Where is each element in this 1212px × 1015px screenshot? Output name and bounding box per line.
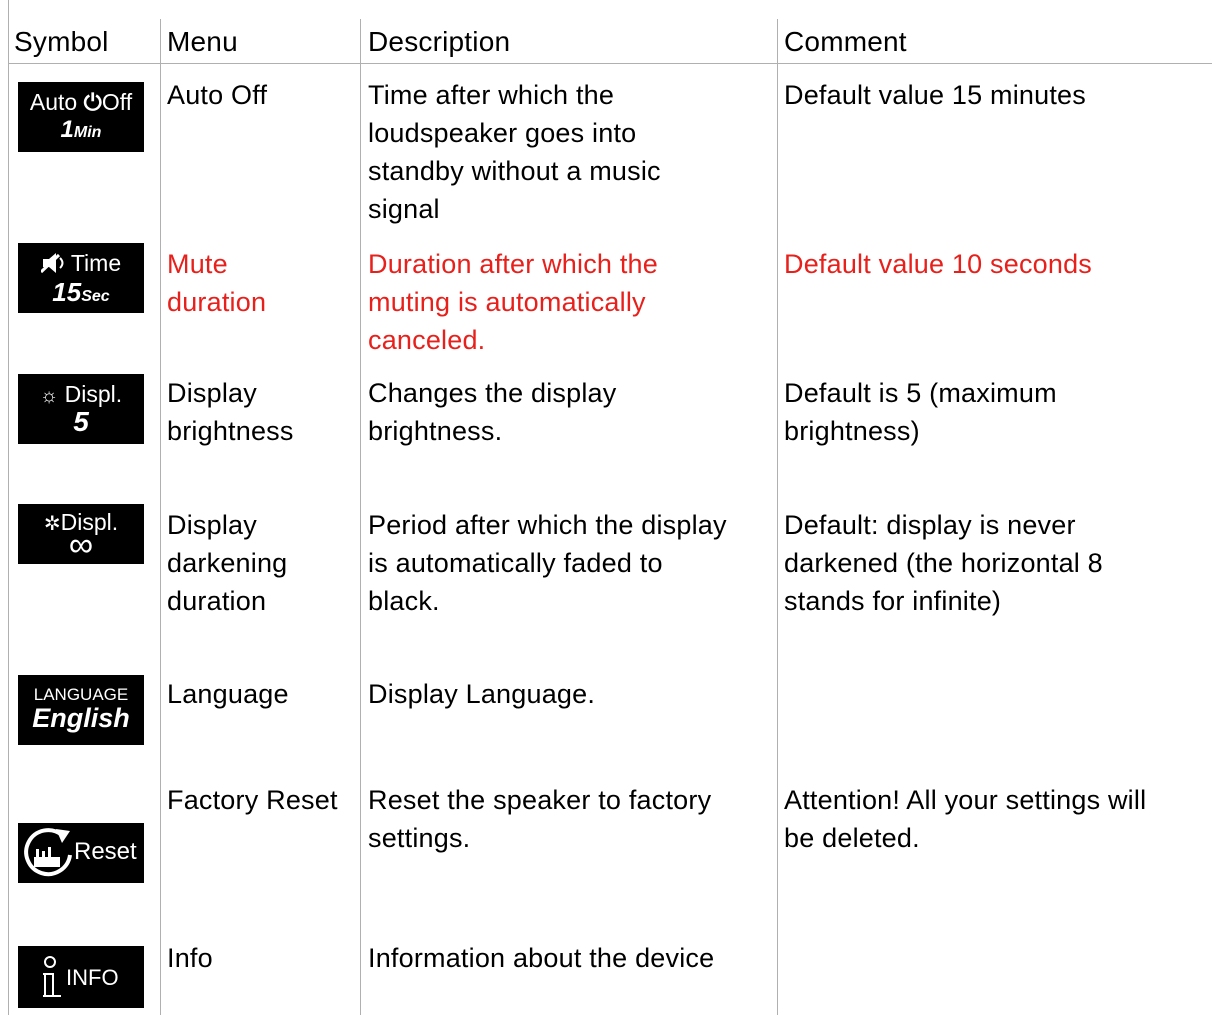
icon-label: LANGUAGE xyxy=(33,685,129,704)
auto-off-icon xyxy=(18,82,144,152)
column-divider xyxy=(160,19,161,1015)
reset-arrow-icon xyxy=(18,823,78,883)
display-darkening-icon xyxy=(18,504,144,564)
infinity-icon: ∞ xyxy=(68,526,94,564)
icon-unit: Sec xyxy=(81,288,110,305)
description-cell: Period after which the display is automatically faded to black. xyxy=(368,510,727,616)
icon-value: 5 xyxy=(73,406,89,437)
icon-label: Time xyxy=(70,250,122,276)
description-cell: Information about the device xyxy=(368,943,715,973)
speaker-mute-icon xyxy=(41,252,71,274)
dimmed-sun-icon: ✲ xyxy=(43,513,61,535)
info-icon xyxy=(18,946,144,1008)
comment-cell: Default: display is never darkened (the horizontal 8 stands for infinite) xyxy=(784,510,1103,616)
description-cell: Duration after which the muting is automatically canceled. xyxy=(368,249,658,355)
menu-cell: Info xyxy=(167,943,213,973)
language-icon xyxy=(18,675,144,745)
comment-cell: Default is 5 (maximum brightness) xyxy=(784,378,1057,446)
icon-label: Auto xyxy=(29,89,78,115)
icon-value: 1 xyxy=(60,116,74,143)
header-symbol: Symbol xyxy=(14,26,109,57)
icon-value: 15 xyxy=(52,277,82,307)
icon-label: INFO xyxy=(66,965,119,990)
power-icon: ⏻ xyxy=(83,89,102,115)
menu-cell: Factory Reset xyxy=(167,785,338,815)
menu-cell: Display brightness xyxy=(167,378,294,446)
icon-label: Reset xyxy=(74,838,137,865)
column-divider xyxy=(777,19,778,1015)
icon-unit: Min xyxy=(73,124,102,141)
menu-cell: Language xyxy=(167,679,289,709)
description-cell: Display Language. xyxy=(368,679,596,709)
mute-time-icon xyxy=(18,243,144,313)
icon-label: Displ. xyxy=(60,509,119,535)
description-cell: Time after which the loudspeaker goes into standby without a music signal xyxy=(368,80,661,224)
icon-value: English xyxy=(32,703,130,733)
header-description: Description xyxy=(368,26,511,57)
comment-cell: Attention! All your settings will be deleted. xyxy=(784,785,1147,853)
icon-label: Off xyxy=(101,89,133,115)
sun-icon: ☼ xyxy=(39,385,59,407)
header-comment: Comment xyxy=(784,26,907,57)
column-divider xyxy=(8,0,9,1015)
menu-cell: Auto Off xyxy=(167,80,268,110)
icon-label: Displ. xyxy=(64,381,123,407)
header-menu: Menu xyxy=(167,26,238,57)
description-cell: Changes the display brightness. xyxy=(368,378,617,446)
menu-cell: Display darkening duration xyxy=(167,510,288,616)
menu-cell: Mute duration xyxy=(167,249,267,317)
row-divider xyxy=(8,63,1212,64)
comment-cell: Default value 15 minutes xyxy=(784,80,1086,110)
comment-cell: Default value 10 seconds xyxy=(784,249,1092,279)
factory-reset-icon xyxy=(18,823,144,883)
info-i-icon xyxy=(30,954,70,1004)
column-divider xyxy=(360,19,361,1015)
description-cell: Reset the speaker to factory settings. xyxy=(368,785,712,853)
display-brightness-icon xyxy=(18,374,144,444)
